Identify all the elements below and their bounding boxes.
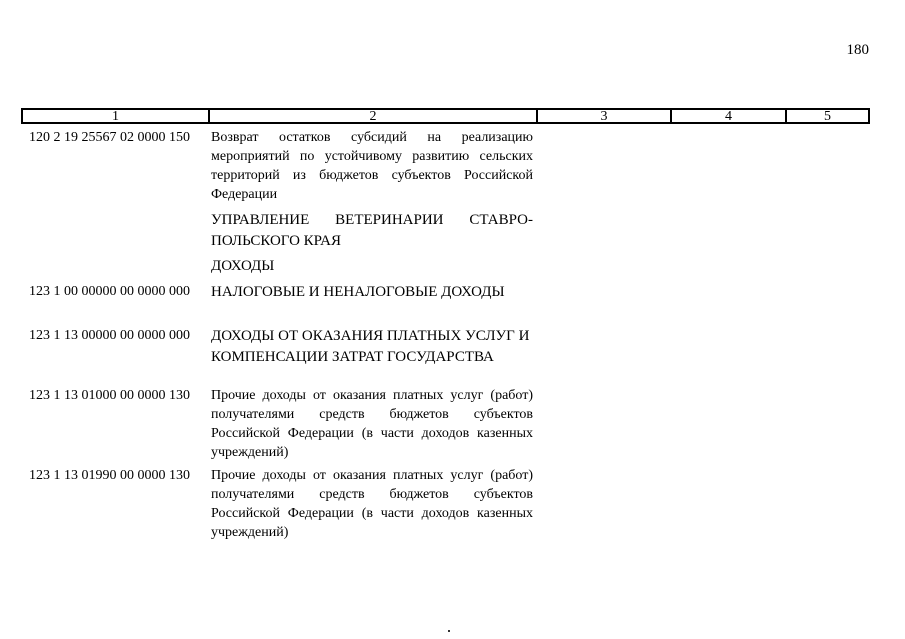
item-name: Возврат остатков субсидий на реализацию мероприятий по устойчивому развитию сельских территорий из бюджетов субъектов Российской Федерации — [211, 130, 533, 202]
scan-speck — [448, 630, 450, 632]
column-2-header: 2 — [210, 110, 538, 122]
column-1-header: 1 — [23, 110, 210, 122]
budget-code: 123 1 13 01000 00 0000 130 — [29, 388, 190, 403]
budget-code: 123 1 13 00000 00 0000 000 — [29, 328, 190, 343]
budget-code: 120 2 19 25567 02 0000 150 — [29, 130, 190, 145]
column-3-header: 3 — [538, 110, 672, 122]
item-name: ДОХОДЫ — [211, 258, 275, 274]
table-column-header — [21, 108, 870, 124]
item-name: Прочие доходы от оказания платных услуг (работ) получателями средств бюджетов субъектов Российской Федерации (в части доходов казенных учреждений) — [211, 468, 533, 540]
page-number: 180 — [846, 42, 869, 58]
budget-code: 123 1 13 01990 00 0000 130 — [29, 468, 190, 483]
budget-code: 123 1 00 00000 00 0000 000 — [29, 284, 190, 299]
item-name: НАЛОГОВЫЕ И НЕНАЛОГОВЫЕ ДОХОДЫ — [211, 284, 505, 300]
item-name: ДОХОДЫ ОТ ОКАЗАНИЯ ПЛАТНЫХ УСЛУГ И КОМПЕНСАЦИИ ЗАТРАТ ГОСУДАРСТВА — [211, 328, 530, 365]
column-4-header: 4 — [672, 110, 787, 122]
item-name: УПРАВЛЕНИЕ ВЕТЕРИНАРИИ СТАВРО-ПОЛЬСКОГО КРАЯ — [211, 212, 533, 249]
column-5-header: 5 — [824, 109, 831, 124]
item-name: Прочие доходы от оказания платных услуг (работ) получателями средств бюджетов субъектов Российской Федерации (в части доходов казенных учреждений) — [211, 388, 533, 460]
